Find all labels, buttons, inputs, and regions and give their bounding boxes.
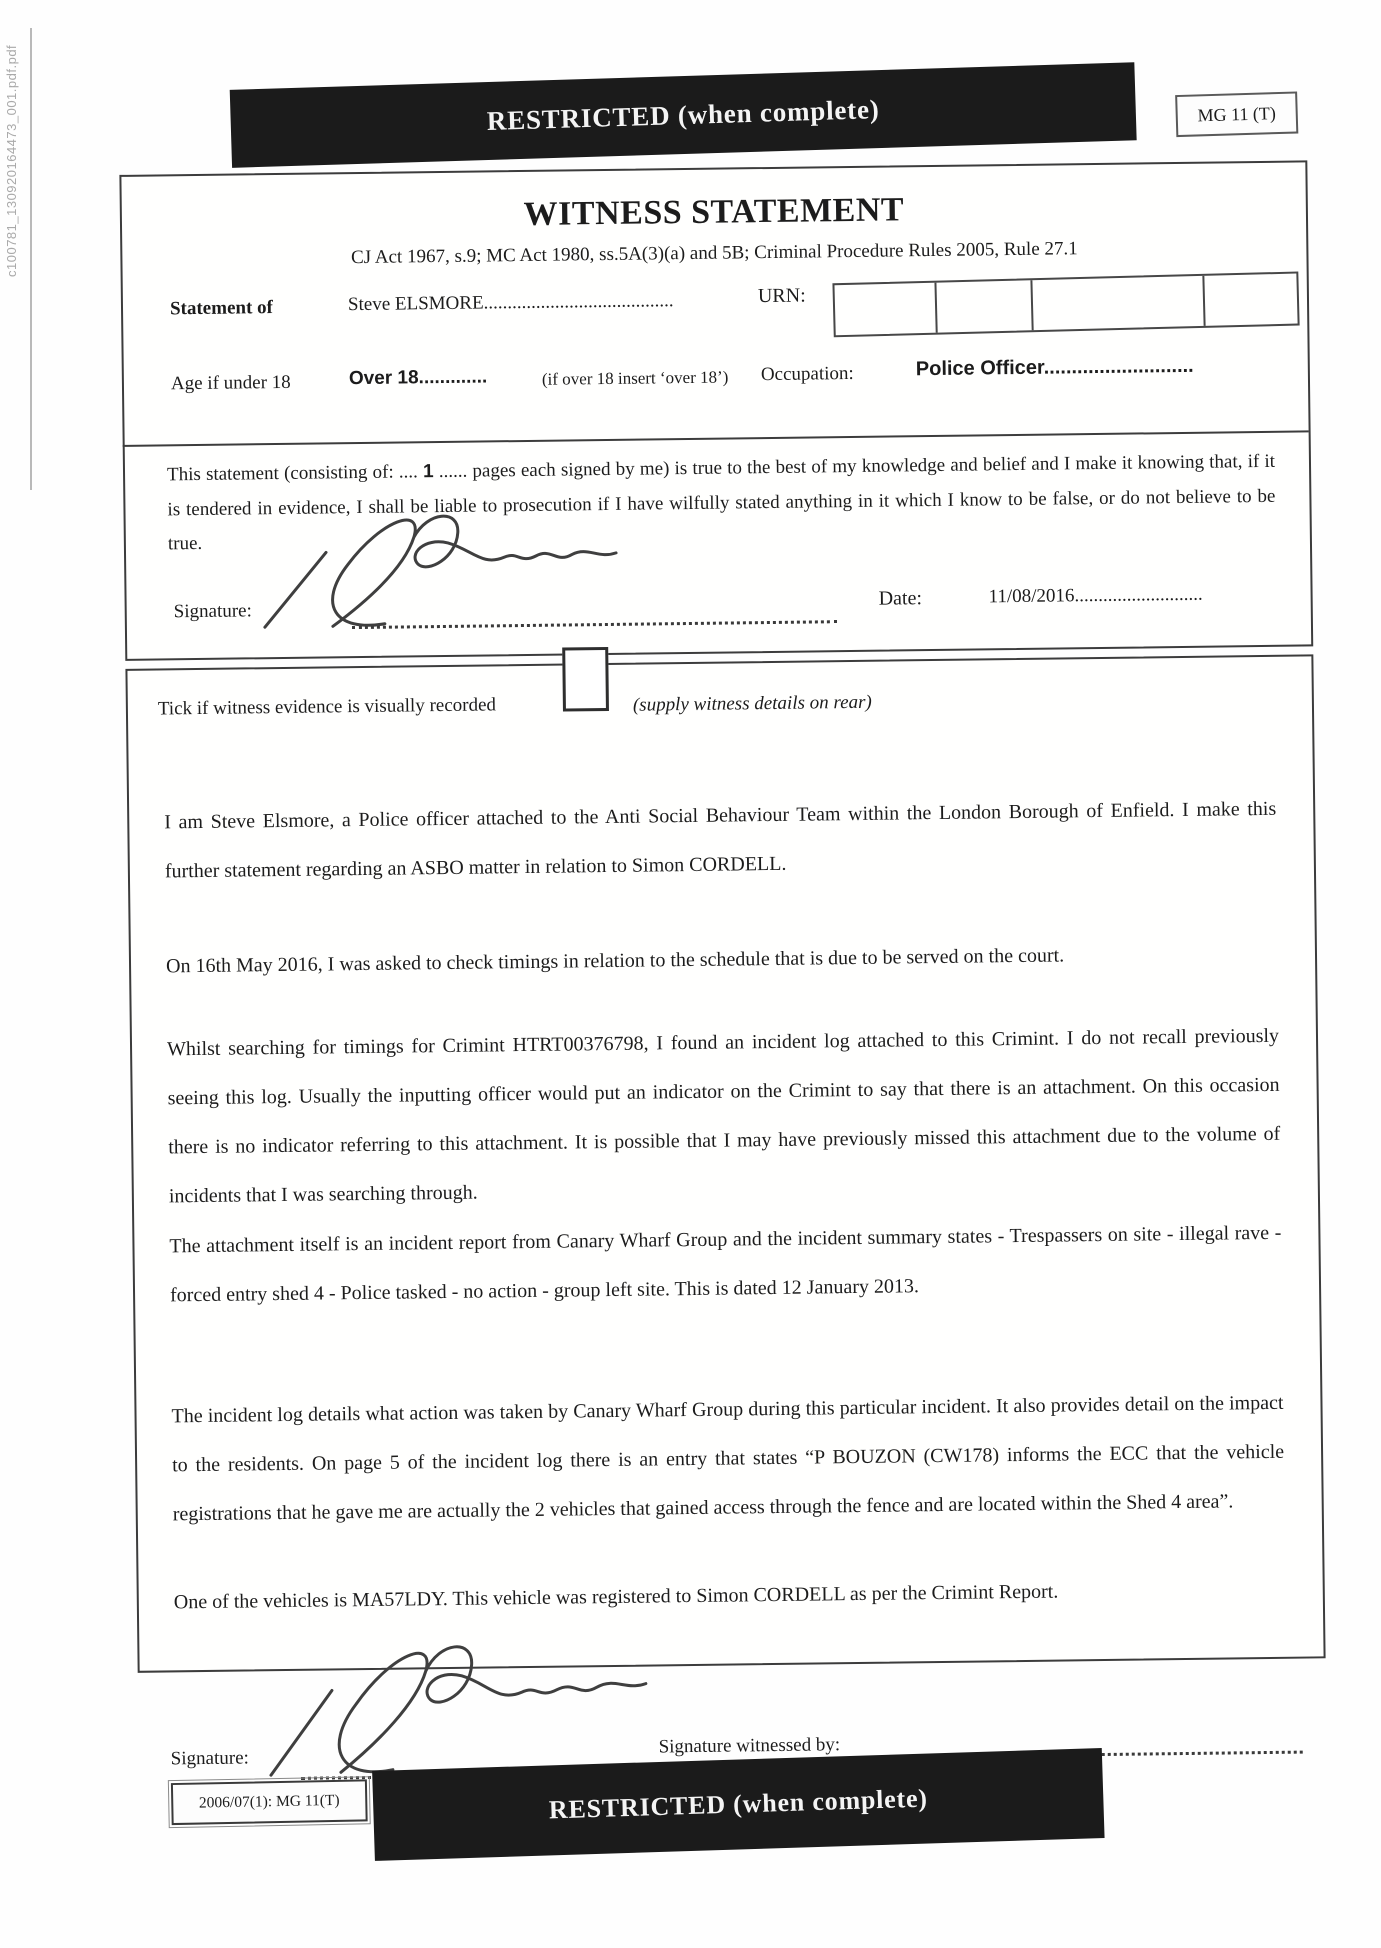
signature-witnessed-label: Signature witnessed by: xyxy=(658,1734,841,1758)
form-code-text: MG 11 (T) xyxy=(1197,102,1277,125)
signature-label: Signature: xyxy=(173,600,252,623)
age-label: Age if under 18 xyxy=(170,371,291,395)
restricted-banner-bottom-text: RESTRICTED (when complete) xyxy=(548,1783,929,1825)
footer-signature-label: Signature: xyxy=(170,1747,249,1770)
age-value: Over 18............. xyxy=(348,366,488,390)
statement-body-box xyxy=(125,654,1325,1672)
urn-cell-1 xyxy=(834,283,937,336)
page-title: WITNESS STATEMENT xyxy=(523,191,905,233)
statute-subtitle: CJ Act 1967, s.9; MC Act 1980, ss.5A(3)(a) and 5B; Criminal Procedure Rules 2005, Rule 27.1 xyxy=(350,238,1078,269)
statement-paragraph: Whilst searching for timings for Crimint HTRT00376798, I found an incident log attached to this Crimint. I do not recall previously seeing this log. Usually the inputting officer would put an indicator on the Crimint to say that there is an attachment. On this occasion there is no indicator referring to this attachment. It is possible that I may have previously missed this attachment due to the volume of incidents that I was searching through. xyxy=(166,1024,1281,1208)
urn-cell-4 xyxy=(1204,274,1297,326)
age-hint: (if over 18 insert ‘over 18’) xyxy=(541,367,729,389)
urn-cell-2 xyxy=(936,280,1033,332)
tick-label: Tick if witness evidence is visually recorded xyxy=(157,694,497,720)
footer-form-code-text: 2006/07(1): MG 11(T) xyxy=(198,1791,340,1812)
urn-field-grid xyxy=(832,271,1299,337)
urn-cell-3 xyxy=(1032,276,1205,330)
date-label: Date: xyxy=(878,587,923,610)
occupation-label: Occupation: xyxy=(760,362,854,386)
declaration-post: ...... pages each signed by me) is true to the best of my knowledge and belief and I make it knowing that, if it is tendered in evidence, I shall be liable to prosecution if I have wilfully stated anything in it which I know to be false, or do not believe to be true. xyxy=(167,450,1276,555)
tick-hint: (supply witness details on rear) xyxy=(632,691,872,716)
statement-paragraph: The incident log details what action was taken by Canary Wharf Group during this particular incident. It also provides detail on the impact to the residents. On page 5 of the incident log there is an entry that states “P BOUZON (CW178) informs the ECC that the vehicle registrations that he gave me are actually the 2 vehicles that gained access through the fence and are located within the Shed 4 area”. xyxy=(171,1391,1285,1526)
signature-dotted-line xyxy=(352,620,837,629)
visually-recorded-checkbox[interactable] xyxy=(562,647,609,712)
restricted-banner-top-text: RESTRICTED (when complete) xyxy=(486,93,880,136)
date-value: 11/08/2016........................... xyxy=(988,583,1203,608)
footer-form-code-box xyxy=(171,1779,368,1825)
header-divider-line xyxy=(123,430,1309,446)
statement-paragraph: One of the vehicles is MA57LDY. This vehicle was registered to Simon CORDELL as per the Crimint Report. xyxy=(173,1580,1059,1614)
statement-of-label: Statement of xyxy=(169,297,274,320)
declaration-pre: This statement (consisting of: .... xyxy=(166,461,418,486)
restricted-banner-top xyxy=(230,62,1137,168)
declaration-pages-value: 1 xyxy=(422,461,434,483)
occupation-value: Police Officer........................... xyxy=(915,354,1194,381)
witness-statement-header-box xyxy=(119,160,1313,660)
statement-paragraph: I am Steve Elsmore, a Police officer attached to the Anti Social Behaviour Team within the London Borough of Enfield. I make this further statement regarding an ASBO matter in relation to Simon CORDELL. xyxy=(164,797,1277,883)
statement-paragraph: The attachment itself is an incident report from Canary Wharf Group and the incident summary states - Trespassers on site - illegal rave - forced entry shed 4 - Police tasked - no action - group left site. This is dated 12 January 2013. xyxy=(169,1221,1282,1307)
sidebar-filename: c100781_130920164473_001.pdf.pdf xyxy=(4,44,19,277)
form-code-box xyxy=(1175,91,1298,137)
declaration-paragraph xyxy=(167,445,1276,562)
restricted-banner-bottom xyxy=(372,1748,1104,1861)
statement-paragraph: On 16th May 2016, I was asked to check timings in relation to the schedule that is due to be served on the court. xyxy=(165,944,1065,978)
urn-label: URN: xyxy=(757,284,806,308)
statement-of-value: Steve ELSMORE........................................ xyxy=(347,290,674,316)
